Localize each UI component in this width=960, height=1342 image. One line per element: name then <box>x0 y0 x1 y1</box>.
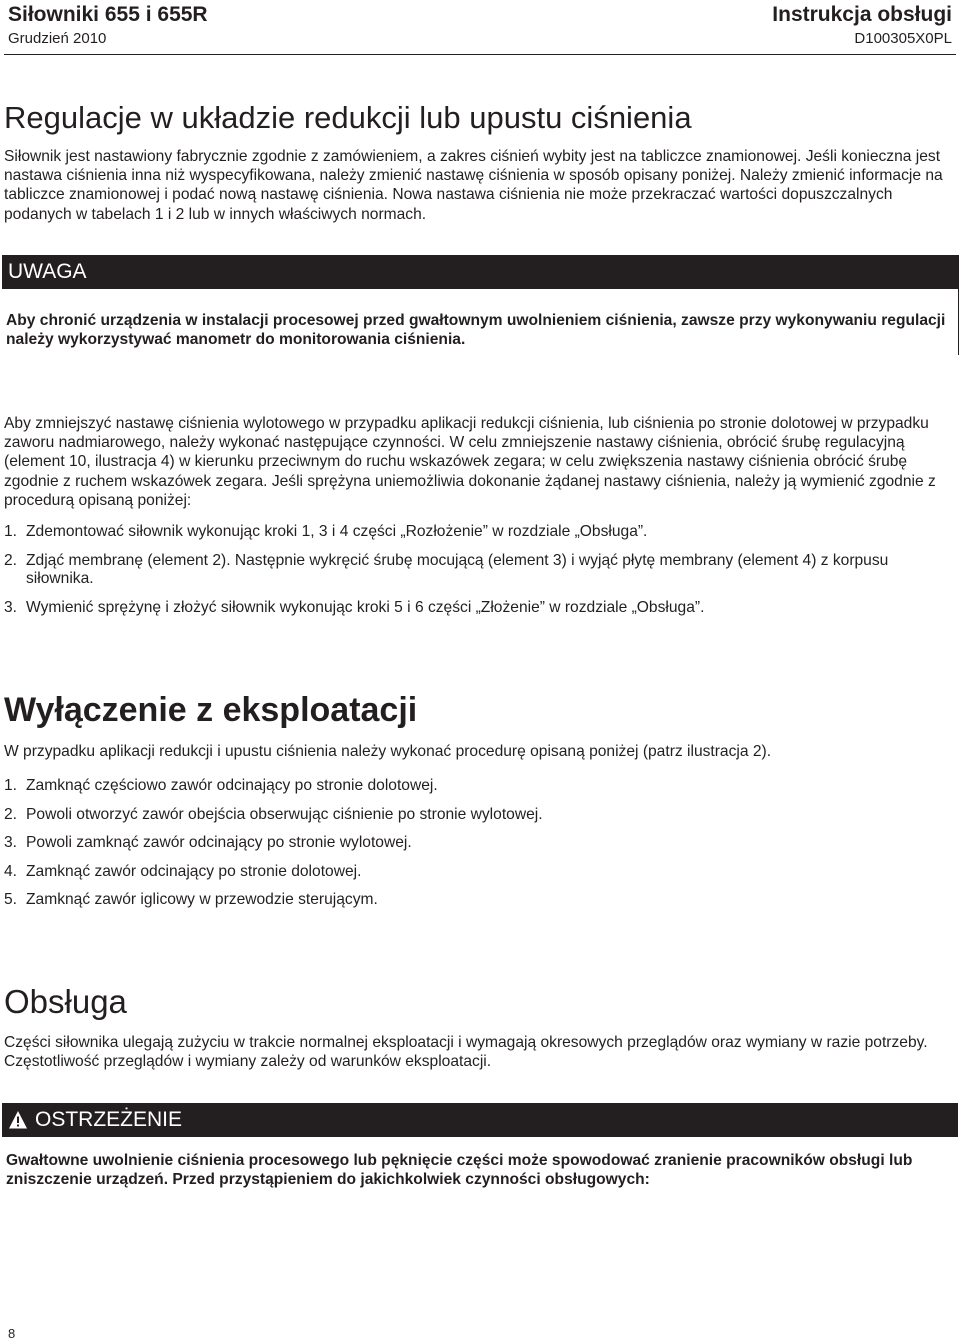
document-type: Instrukcja obsługi <box>772 3 952 26</box>
list-item <box>4 806 954 825</box>
step-number: 2. <box>4 805 18 823</box>
step-text: Powoli otworzyć zawór obejścia obserwując ciśnienie po stronie wylotowej. <box>26 805 543 823</box>
adjustment-body: Aby zmniejszyć nastawę ciśnienia wylotowego w przypadku aplikacji redukcji ciśnienia, lub ciśnienia po stronie dolotowej w przypadku zaworu nadmiarowego, należy wykonać następujące czynności. W celu zmniejszenie nastawy ciśnienia, obrócić śrubę regulacyjną (element 10, ilustracja 4) w kierunku przeciwnym do ruchu wskazówek zegara; w celu zwiększenia nastawy ciśnienia obrócić śrubę zgodnie z ruchem wskazówek zegara. Jeśli sprężyna uniemożliwia dokonanie żądanej nastawy ciśnienia, należy ją wymienić zgodnie z procedurą opisaną poniżej: <box>4 415 936 509</box>
list-item <box>4 777 954 796</box>
product-title: Siłowniki 655 i 655R <box>8 3 208 26</box>
adjustment-intro: Siłownik jest nastawiony fabrycznie zgodnie z zamówieniem, a zakres ciśnień wybity jest na tabliczce znamionowej. Jeśli konieczna jest nastawa ciśnienia inna niż wyspecyfikowana, należy zmienić nastawę ciśnienia w sposób opisany poniżej. Należy zmienić informacje na tabliczce znamionowej i podać nową nastawę ciśnienia. Nowa nastawa ciśnienia nie może przekraczać wartości dopuszczalnych podanych w tabelach 1 i 2 lub w innych właściwych normach. <box>4 148 943 223</box>
step-number: 4. <box>4 862 18 880</box>
notice-box <box>2 255 959 355</box>
step-text: Powoli zamknąć zawór odcinający po stronie wylotowej. <box>26 834 412 852</box>
step-number: 3. <box>4 834 18 852</box>
section-title-shutdown: Wyłączenie z eksploatacji <box>4 691 418 729</box>
step-number: 5. <box>4 891 18 909</box>
notice-text: Aby chronić urządzenia w instalacji procesowej przed gwałtownym uwolnieniem ciśnienia, zawsze przy wykonywaniu regulacji należy wykorzystywać manometr do monitorowania ciśnienia. <box>6 312 946 349</box>
step-text: Wymienić sprężynę i złożyć siłownik wykonując kroki 5 i 6 części „Złożenie” w rozdziale „Obsługa”. <box>26 598 705 616</box>
notice-header <box>2 255 958 289</box>
page-number: 8 <box>8 1326 16 1341</box>
list-item <box>4 891 954 910</box>
warning-label: OSTRZEŻENIE <box>35 1108 183 1131</box>
step-number: 2. <box>4 551 18 569</box>
header-right <box>772 2 952 48</box>
step-number: 1. <box>4 523 18 540</box>
step-number: 1. <box>4 777 18 794</box>
step-text: Zamknąć zawór iglicowy w przewodzie sterującym. <box>26 891 378 909</box>
list-item <box>4 863 954 882</box>
header-rule <box>4 54 956 55</box>
maintenance-intro: Części siłownika ulegają zużyciu w trakcie normalnej eksploatacji i wymagają okresowych przeglądów oraz wymiany w razie potrzeby. Częstotliwość przeglądów i wymiany zależy od warunków eksploatacji. <box>4 1034 928 1071</box>
document-date: Grudzień 2010 <box>8 30 107 47</box>
list-item <box>4 599 954 618</box>
warning-box <box>2 1103 958 1193</box>
adjustment-steps <box>4 523 954 617</box>
list-item <box>4 834 954 853</box>
warning-header <box>2 1103 958 1137</box>
step-text: Zdjąć membranę (element 2). Następnie wykręcić śrubę mocującą (element 3) i wyjąć płytę membrany (element 4) z korpusu siłownika. <box>26 551 889 588</box>
section-title-maintenance: Obsługa <box>4 983 127 1020</box>
shutdown-steps <box>4 777 954 910</box>
step-text: Zamknąć zawór odcinający po stronie dolotowej. <box>26 862 362 880</box>
shutdown-intro: W przypadku aplikacji redukcji i upustu ciśnienia należy wykonać procedurę opisaną poniżej (patrz ilustracja 2). <box>4 743 772 760</box>
warning-text: Gwałtowne uwolnienie ciśnienia procesowego lub pęknięcie części może spowodować zranienie pracowników obsługi lub zniszczenie urządzeń. Przed przystąpieniem do jakichkolwiek czynności obsługowych: <box>6 1152 913 1189</box>
warning-triangle-icon <box>8 1110 28 1130</box>
list-item <box>4 523 954 542</box>
section-title-adjustment: Regulacje w układzie redukcji lub upustu ciśnienia <box>4 100 692 135</box>
step-text: Zamknąć częściowo zawór odcinający po stronie dolotowej. <box>26 777 438 794</box>
step-text: Zdemontować siłownik wykonując kroki 1, 3 i 4 części „Rozłożenie” w rozdziale „Obsługa”. <box>26 523 648 540</box>
notice-label: UWAGA <box>8 260 87 283</box>
list-item <box>4 552 954 589</box>
document-number: D100305X0PL <box>854 30 952 47</box>
header-left <box>8 2 208 48</box>
step-number: 3. <box>4 598 18 616</box>
